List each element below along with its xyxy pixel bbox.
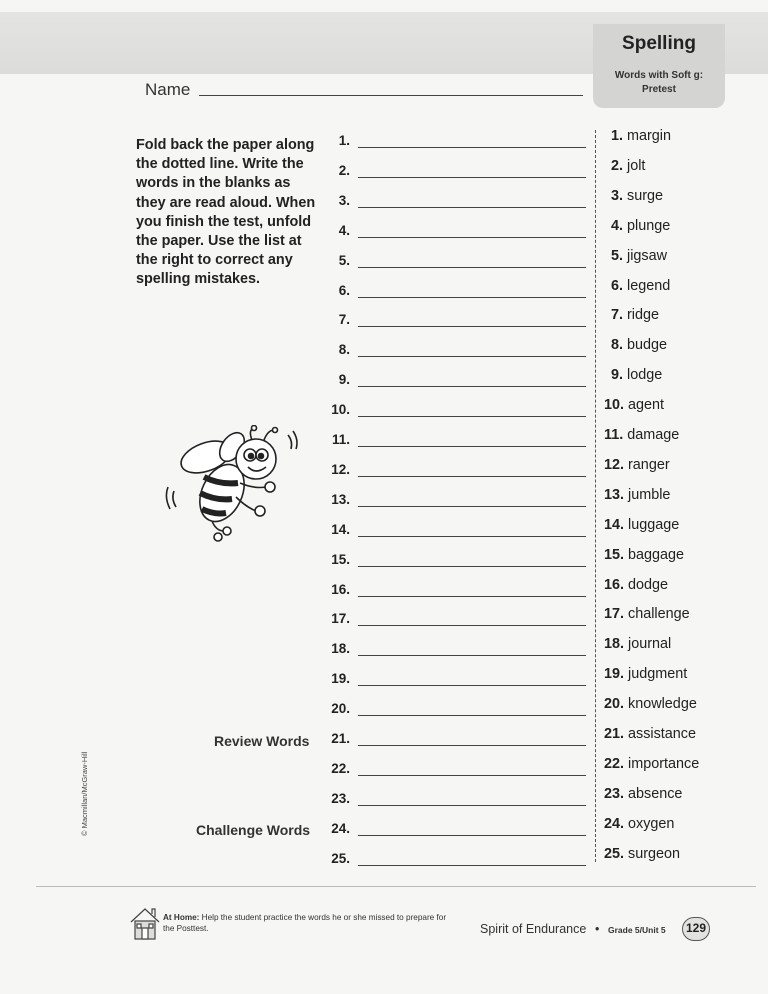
fold-line: [595, 130, 596, 862]
answer-key-item: [604, 846, 680, 862]
review-words-label: Review Words: [214, 733, 310, 749]
footer-title: Spirit of Endurance: [480, 922, 587, 936]
answer-key-item: [604, 606, 690, 622]
answer-key-number: 10.: [604, 397, 625, 414]
answer-key-number: 7.: [611, 307, 624, 324]
blank-row: [320, 402, 588, 422]
answer-blank-field[interactable]: [358, 835, 586, 836]
blank-row: [320, 193, 588, 213]
answer-key-number: 25.: [604, 845, 625, 862]
blank-row: [320, 492, 588, 512]
answer-blank-field[interactable]: [358, 805, 586, 806]
answer-key-item: [604, 666, 687, 682]
blank-row: [320, 641, 588, 661]
answer-blank-field[interactable]: [358, 536, 586, 537]
blank-row: [320, 133, 588, 153]
blank-number: 15.: [331, 551, 350, 567]
home-icon: [128, 904, 162, 942]
answer-key-item: [611, 158, 645, 174]
answer-key-word: jolt: [627, 157, 646, 174]
answer-blank-field[interactable]: [358, 267, 586, 268]
answer-blank-field[interactable]: [358, 865, 586, 866]
answer-key-number: 23.: [604, 785, 625, 802]
blank-number: 22.: [331, 760, 350, 776]
answer-blank-field[interactable]: [358, 775, 586, 776]
answer-key-item: [611, 188, 663, 204]
answer-key-word: dodge: [628, 576, 669, 593]
blank-row: [320, 671, 588, 691]
answer-key-word: luggage: [628, 516, 680, 533]
answer-key-item: [604, 696, 697, 712]
answer-key-word: surge: [627, 187, 664, 204]
blank-number: 13.: [331, 491, 350, 507]
answer-key-item: [604, 577, 668, 593]
name-field[interactable]: [199, 95, 583, 96]
answer-key-word: baggage: [628, 546, 685, 563]
answer-key-word: plunge: [627, 217, 671, 234]
answer-key-item: [604, 726, 696, 742]
blank-row: [320, 791, 588, 811]
blank-number: 24.: [331, 820, 350, 836]
blank-row: [320, 312, 588, 332]
answer-key-item: [604, 816, 674, 832]
answer-key-item: [611, 367, 662, 383]
answer-key-word: knowledge: [628, 696, 697, 713]
blank-number: 16.: [331, 581, 350, 597]
home-text: Help the student practice the words he or she missed to prepare for the Posttest.: [163, 913, 447, 933]
blank-row: [320, 552, 588, 572]
answer-key-item: [611, 248, 667, 264]
answer-key-item: [604, 487, 670, 503]
answer-blank-field[interactable]: [358, 416, 586, 417]
blank-row: [320, 731, 588, 751]
blank-number: 7.: [338, 312, 350, 328]
blank-number: 8.: [338, 342, 350, 358]
blank-number: 10.: [331, 402, 350, 418]
challenge-words-label: Challenge Words: [196, 822, 311, 838]
answer-key-number: 20.: [604, 696, 625, 713]
answer-blank-field[interactable]: [358, 147, 586, 148]
answer-blank-field[interactable]: [358, 207, 586, 208]
answer-key-word: oxygen: [628, 815, 675, 832]
blank-number: 20.: [331, 701, 350, 717]
answer-blank-field[interactable]: [358, 297, 586, 298]
answer-key-number: 19.: [604, 666, 625, 683]
page-title: Spelling: [622, 33, 696, 54]
answer-key-word: damage: [627, 427, 680, 443]
answer-key-word: journal: [628, 636, 672, 653]
answer-blank-field[interactable]: [358, 685, 586, 686]
answer-key-word: legend: [627, 277, 671, 294]
blank-number: 4.: [338, 222, 350, 238]
name-label: Name: [145, 80, 191, 99]
answer-blank-field[interactable]: [358, 446, 586, 447]
answer-key-item: [611, 278, 670, 294]
answer-key-number: 22.: [604, 755, 625, 772]
footer-divider: [36, 886, 756, 887]
answer-key-item: [604, 756, 699, 772]
answer-key-number: 21.: [604, 726, 625, 742]
answer-key-number: 15.: [604, 546, 625, 563]
answer-key-number: 12.: [604, 456, 625, 473]
blank-number: 2.: [338, 162, 350, 178]
answer-key-number: 4.: [611, 217, 624, 234]
answer-key-word: jigsaw: [627, 247, 668, 264]
answer-blank-field[interactable]: [358, 326, 586, 327]
answer-blank-field[interactable]: [358, 566, 586, 567]
answer-key-number: 11.: [604, 427, 624, 443]
answer-key-number: 6.: [611, 277, 624, 294]
answer-blank-field[interactable]: [358, 625, 586, 626]
subtitle-line-1: Words with Soft g:: [614, 70, 704, 81]
answer-blank-field[interactable]: [358, 386, 586, 387]
blank-number: 11.: [331, 432, 350, 447]
answer-key-number: 8.: [611, 337, 624, 354]
answer-blank-field[interactable]: [358, 177, 586, 178]
blank-row: [320, 701, 588, 721]
answer-key-item: [604, 517, 679, 533]
answer-blank-field[interactable]: [358, 745, 586, 746]
answer-key-item: [604, 786, 682, 802]
answer-key-number: 9.: [611, 367, 624, 384]
blank-number: 21.: [331, 731, 350, 746]
header-tab: [593, 24, 725, 108]
blank-number: 14.: [331, 521, 350, 537]
answer-blank-field[interactable]: [358, 715, 586, 716]
answer-blank-field[interactable]: [358, 476, 586, 477]
answer-key-word: margin: [627, 128, 672, 144]
answer-key-word: jumble: [628, 486, 671, 503]
instructions: Fold back the paper along the dotted line. Write the words in the blanks as they are read aloud. When you finish the test, unfold the paper. Use the list at the right to correct any spelling mistakes.: [136, 137, 316, 288]
blank-row: [320, 611, 588, 631]
answer-key-number: 16.: [604, 576, 625, 593]
answer-key-word: ridge: [627, 307, 660, 324]
home-label: At Home:: [163, 913, 200, 922]
answer-key-item: [604, 636, 671, 652]
blank-row: [320, 283, 588, 303]
blank-number: 6.: [338, 282, 350, 298]
answer-key-item: [604, 427, 679, 443]
answer-key-item: [611, 218, 670, 234]
answer-key-word: importance: [628, 755, 700, 772]
answer-key-number: 1.: [611, 128, 624, 144]
blank-number: 18.: [331, 641, 350, 657]
blank-number: 25.: [331, 850, 350, 866]
blank-number: 19.: [331, 671, 350, 687]
answer-key-word: absence: [628, 785, 683, 802]
answer-blank-field[interactable]: [358, 596, 586, 597]
answer-key-word: surgeon: [628, 845, 681, 862]
answer-key-item: [604, 547, 684, 563]
answer-key-item: [611, 307, 659, 323]
answer-key-word: ranger: [628, 456, 670, 473]
answer-key-word: judgment: [628, 666, 688, 683]
answer-key-word: lodge: [627, 367, 663, 384]
answer-key-number: 13.: [604, 486, 625, 503]
blank-row: [320, 462, 588, 482]
answer-key-word: budge: [627, 337, 668, 354]
answer-key-word: assistance: [628, 726, 697, 742]
blank-number: 5.: [338, 252, 350, 268]
blank-row: [320, 761, 588, 781]
answer-key-item: [604, 457, 670, 473]
blank-row: [320, 582, 588, 602]
blank-number: 23.: [331, 790, 350, 806]
blank-row: [320, 372, 588, 392]
answer-blank-field[interactable]: [358, 506, 586, 507]
subtitle-line-2: Pretest: [642, 84, 676, 95]
blank-row: [320, 163, 588, 183]
blank-row: [320, 223, 588, 243]
answer-key-number: 5.: [611, 247, 624, 264]
blank-row: [320, 253, 588, 273]
answer-key-word: challenge: [628, 606, 690, 623]
bee-illustration: [160, 425, 310, 545]
blank-number: 3.: [338, 192, 350, 208]
blank-row: [320, 821, 588, 841]
blank-number: 12.: [331, 461, 350, 477]
page-number: 129: [682, 917, 710, 941]
blank-row: [320, 432, 588, 452]
blank-row: [320, 342, 588, 362]
blank-row: [320, 522, 588, 542]
answer-key-number: 18.: [604, 636, 625, 653]
copyright: © Macmillan/McGraw-Hill: [80, 751, 89, 836]
answer-key-item: [604, 397, 664, 413]
home-note: [163, 912, 453, 934]
blank-row: [320, 851, 588, 871]
page-subtitle: [593, 69, 725, 97]
footer-bullet: •: [595, 922, 600, 936]
answer-key-item: [611, 337, 667, 353]
answer-blank-field[interactable]: [358, 237, 586, 238]
answer-key-number: 3.: [611, 187, 624, 204]
footer-grade: Grade 5/Unit 5: [608, 925, 666, 935]
answer-key-number: 2.: [611, 157, 624, 174]
answer-blank-field[interactable]: [358, 356, 586, 357]
answer-key-number: 17.: [604, 606, 625, 623]
answer-key-word: agent: [628, 397, 665, 414]
blank-number: 1.: [338, 133, 350, 148]
answer-key-item: [611, 128, 671, 144]
answer-key-number: 24.: [604, 815, 625, 832]
blank-number: 17.: [331, 611, 350, 627]
blank-number: 9.: [338, 372, 350, 388]
answer-key-number: 14.: [604, 516, 625, 533]
answer-blank-field[interactable]: [358, 655, 586, 656]
